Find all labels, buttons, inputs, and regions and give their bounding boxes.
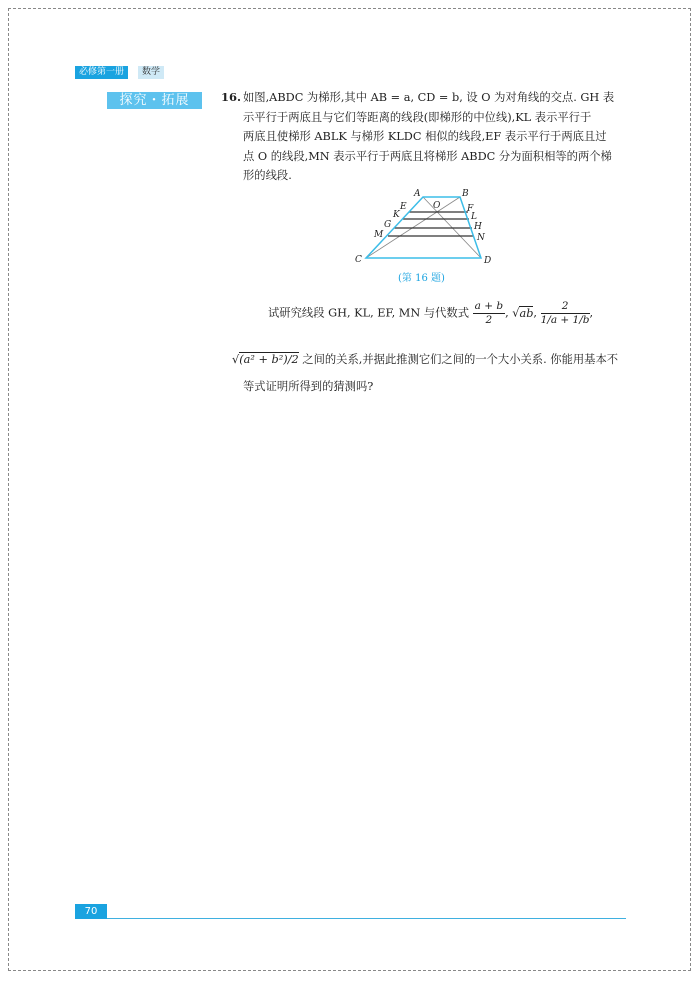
label-l: L <box>471 212 477 222</box>
question-line-3: 等式证明所得到的猜测吗? <box>243 380 374 393</box>
label-a: A <box>414 189 421 199</box>
label-f: F <box>467 204 474 214</box>
problem-line: 两底且使梯形 ABLK 与梯形 KLDC 相似的线段,EF 表示平行于两底且过 <box>243 130 607 143</box>
figure-caption: (第 16 题) <box>398 273 445 284</box>
question-text: 之间的关系,并据此推测它们之间的一个大小关系. 你能用基本不 <box>302 353 619 366</box>
sqrt-quadratic-mean: (a² + b²)/2 <box>239 353 299 366</box>
question-line-1: 试研究线段 GH, KL, EF, MN 与代数式 $\frac{a + b}{2}$, √ab, $\frac{2}{1/a + 1/b}$, <box>268 300 594 326</box>
page-number: 70 <box>75 904 107 919</box>
fraction-arithmetic-mean <box>473 300 505 327</box>
problem-number: 16. <box>221 90 242 104</box>
problem-line: 示平行于两底且与它们等距离的线段(即梯形的中位线),KL 表示平行于 <box>243 111 592 124</box>
footer-rule <box>107 918 626 919</box>
label-d: D <box>484 256 492 266</box>
denominator: 2 <box>485 314 493 326</box>
numerator: a + b <box>474 300 504 312</box>
label-o: O <box>433 201 441 211</box>
label-k: K <box>393 210 400 220</box>
book-label: 必修第一册 <box>75 66 128 79</box>
denominator: 1/a + 1/b <box>540 314 590 326</box>
subject-label: 数学 <box>138 66 164 79</box>
label-g: G <box>384 220 392 230</box>
label-n: N <box>477 233 485 243</box>
label-e: E <box>400 202 407 212</box>
fraction-harmonic-mean <box>541 300 590 327</box>
problem-line: 点 O 的线段,MN 表示平行于两底且将梯形 ABDC 分为面积相等的两个梯 <box>243 150 612 163</box>
numerator: 2 <box>541 300 590 314</box>
label-b: B <box>462 189 469 199</box>
problem-line: 如图,ABDC 为梯形,其中 AB = a, CD = b, 设 O 为对角线的交点. GH 表 <box>243 91 615 104</box>
problem-line: 形的线段. <box>243 169 292 182</box>
sqrt-ab: ab <box>519 306 534 320</box>
label-h: H <box>474 222 482 232</box>
question-text: 试研究线段 GH, KL, EF, MN 与代数式 <box>268 306 469 320</box>
question-line-2: √(a² + b²)/2 之间的关系,并据此推测它们之间的一个大小关系. 你能用基本不 <box>232 353 619 366</box>
label-c: C <box>355 255 362 265</box>
section-title: 探究・拓展 <box>107 92 202 109</box>
label-m: M <box>374 230 384 240</box>
